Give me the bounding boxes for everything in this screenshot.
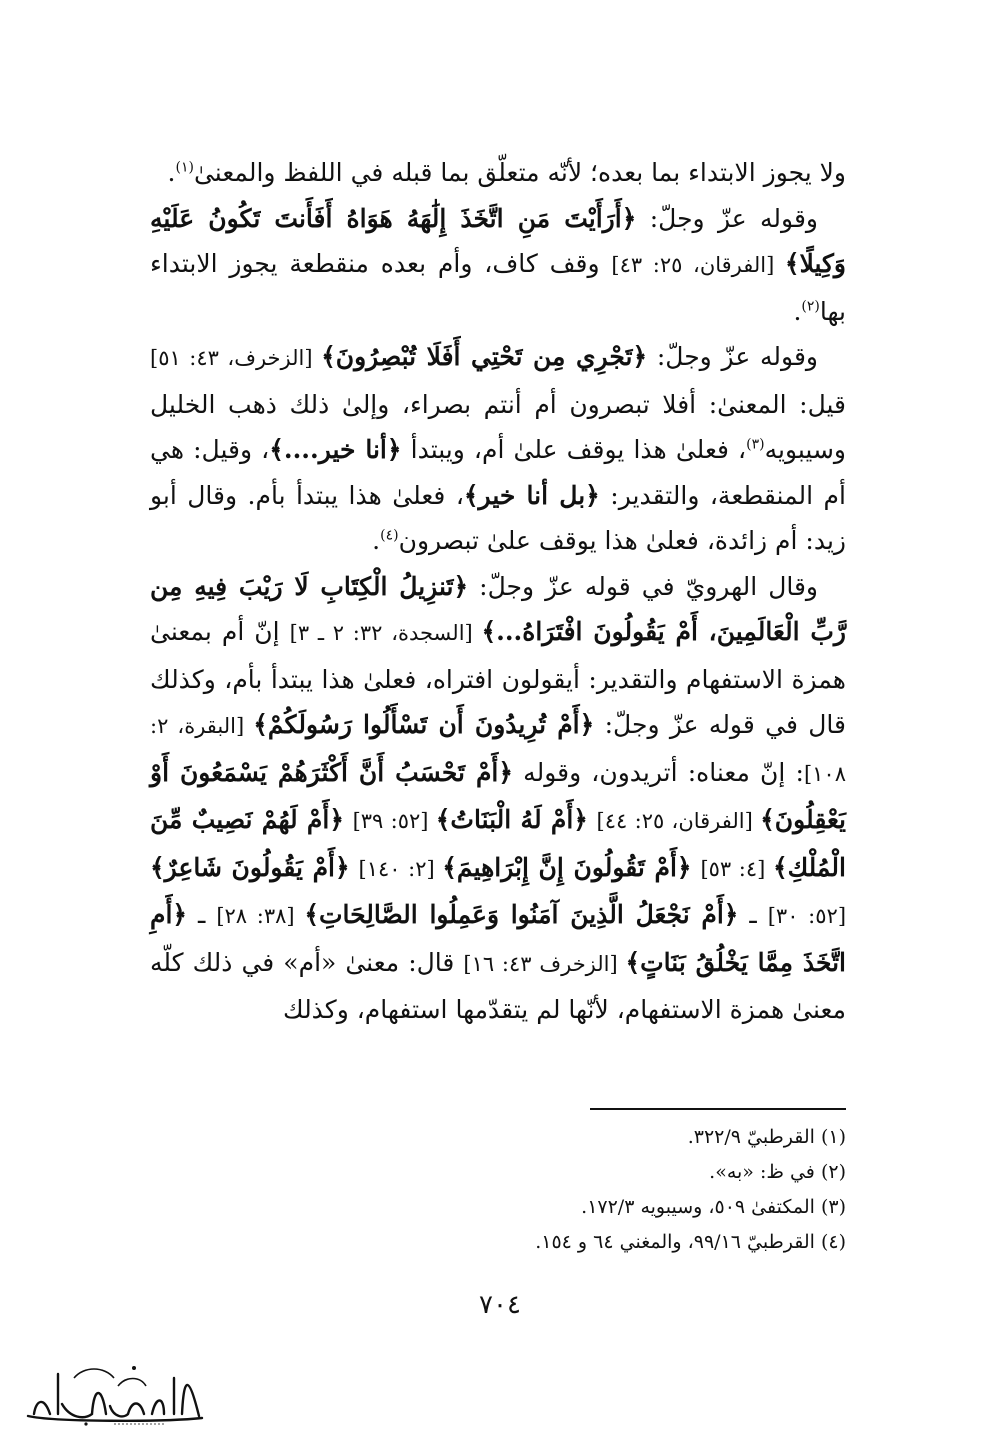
body-text-run: . [372,526,381,555]
footnote [300,1225,846,1260]
verse-reference: [الزخرف ٤٣: ١٦] [463,951,626,976]
footnote-text: القرطبيّ ٩٩/١٦، والمغني ٦٤ و ١٥٤. [535,1231,821,1253]
footnote-text: في ظ: «به». [709,1161,821,1183]
body-text-run: . [793,296,802,326]
body-text-run: ولا يجوز الابتداء بما بعده؛ لأنّه متعلّق بما قبله في اللفظ والمعنىٰ [193,158,846,187]
quran-verse: ﴿أَمْ لَهُ الْبَنَاتُ﴾ [435,805,588,834]
footnote [300,1120,846,1155]
verse-reference: [٣٨: ٢٨] [216,904,305,928]
quran-verse: ﴿أَمْ تَقُولُونَ إِنَّ إِبْرَاهِيمَ﴾ [442,852,692,882]
body-text-run: . [167,158,176,187]
body-text-run [588,805,597,834]
footnote [300,1155,846,1190]
library-watermark-logo [14,1356,214,1428]
verse-reference: [٥٢: ٣٩] [352,809,436,833]
footnote-marker: (١) [175,159,194,176]
body-text-run: قيل: المعنىٰ: أفلا تبصرون أم أنتم بصراء، وإلىٰ ذلك ذهب الخليل وسيبويه [150,389,846,464]
verse-reference: [الزخرف، ٤٣: ٥١] [150,346,322,370]
quran-verse: ﴿أَرَأَيْتَ مَنِ اتَّخَذَ إِلَٰهَهُ هَوَاهُ أَفَأَنتَ تَكُونُ عَلَيْهِ وَكِيلًا﴾ [150,203,847,278]
body-text-run: ـ [738,900,768,929]
body-text-run: : إنّ معناه: أتريدون، وقوله [513,757,804,787]
page-body [150,150,846,1033]
verse-reference: [السجدة، ٣٢: ٢ ـ ٣] [289,621,482,645]
footnote-number: (٤) [820,1231,846,1253]
calligraphy-signature-icon [14,1356,214,1428]
verse-reference: [٢: ١٤٠] [358,856,443,881]
body-text-run: ، فعلىٰ هذا يبتدأ بأم. وقال أبو زيد: أم زائدة، فعلىٰ هذا يوقف علىٰ تبصرون [150,480,846,555]
paragraph-p1 [150,150,846,196]
footnote-marker: (٣) [746,436,765,453]
body-text-run: وقوله عزّ وجلّ: [647,342,818,371]
quran-verse: ﴿أَمْ لَهُمْ نَصِيبٌ مِّنَ الْمُلْكِ﴾ [150,805,846,882]
body-text-run: ، وقيل: هي أم المنقطعة، والتقدير: [150,435,846,510]
paragraph-p4 [150,564,846,1033]
verse-reference: [الفرقان، ٢٥: ٤٣] [611,253,785,277]
body-text-run: قال: معنىٰ «أم» في ذلك كلّه معنىٰ همزة الاستفهام، لأنّها لم يتقدّمها استفهام، وكذلك [150,947,846,1024]
footnote-number: (٣) [820,1196,846,1218]
paragraph-p3 [150,334,846,564]
footnote-number: (١) [820,1126,846,1148]
verse-reference: [٤: ٥٣] [700,856,773,881]
footnote [300,1190,846,1225]
verse-reference: [الفرقان، ٢٥: ٤٤] [596,809,761,833]
footnotes [300,1120,846,1260]
paragraph-p2 [150,196,846,335]
quran-verse: ﴿أَمْ تَحْسَبُ أَنَّ أَكْثَرَهُمْ يَسْمَعُونَ أَوْ يَعْقِلُونَ﴾ [150,757,846,834]
footnote-marker: (٢) [801,298,820,315]
body-text-run [350,853,359,882]
footnote-number: (٢) [820,1161,846,1183]
quran-verse: ﴿بل أنا خير﴾ [463,480,600,510]
quran-verse: ﴿تَنزِيلُ الْكِتَابِ لَا رَيْبَ فِيهِ مِن رَّبِّ الْعَالَمِينَ، أَمْ يَقُولُونَ افْتَرَاهُ...﴾ [150,571,846,646]
body-text-run: ـ [187,900,217,929]
page-number: ٧٠٤ [479,1290,521,1320]
quran-verse: ﴿أَمْ نَجْعَلُ الَّذِينَ آمَنُوا وَعَمِلُوا الصَّالِحَاتِ﴾ [304,900,739,929]
body-text-run: إنّ أم بمعنىٰ همزة الاستفهام والتقدير: أيقولون افتراه، فعلىٰ هذا يبتدأ بأم، وكذلك قال في قوله عزّ وجلّ: [150,617,846,739]
quran-verse: ﴿أَمْ تُرِيدُونَ أَن تَسْأَلُوا رَسُولَكُمْ﴾ [253,710,595,739]
footnote-text: القرطبيّ ٣٢٢/٩. [687,1126,821,1148]
footnote-text: المكتفىٰ ٥٠٩، وسيبويه ١٧٢/٣. [581,1196,821,1218]
verse-reference: [البقرة، ٢: ١٠٨] [150,714,846,786]
footnote-marker: (٤) [380,527,399,544]
quran-verse: ﴿أَمِ اتَّخَذَ مِمَّا يَخْلُقُ بَنَاتٍ﴾ [150,900,846,977]
quran-verse: ﴿أنا خير....﴾ [269,435,402,464]
body-text-run: وقف كاف، وأم بعده منقطعة يجوز الابتداء بها [150,249,846,326]
body-text-run: وقوله عزّ وجلّ: [636,203,818,233]
main-text [150,150,846,1033]
body-text-run: وقال الهرويّ في قوله عزّ وجلّ: [468,571,819,601]
body-text-run: ، فعلىٰ هذا يوقف علىٰ أم، ويبتدأ [401,435,747,464]
body-text-run [344,805,353,834]
quran-verse: ﴿تَجْرِي مِن تَحْتِي أَفَلَا تُبْصِرُونَ﴾ [321,342,648,371]
quran-verse: ﴿أَمْ يَقُولُونَ شَاعِرٌ﴾ [150,852,350,882]
verse-reference: [٥٢: ٣٠] [767,904,847,928]
footnote-divider [590,1108,846,1110]
